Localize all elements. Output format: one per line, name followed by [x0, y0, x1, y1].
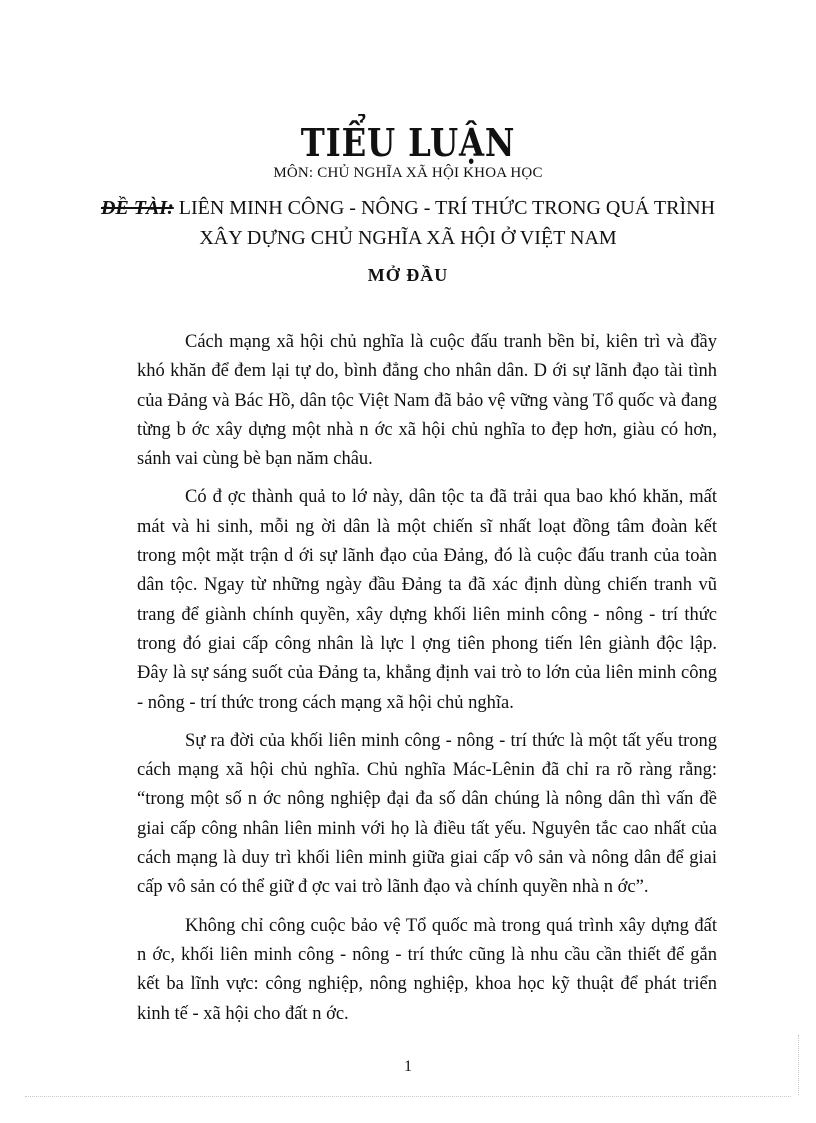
page-border-bottom: [25, 1096, 791, 1097]
topic-text-1: LIÊN MINH CÔNG - NÔNG - TRÍ THỨC TRONG QUÁ TRÌNH: [173, 197, 716, 219]
section-heading: MỞ ĐẦU: [367, 265, 449, 285]
topic-line-1: [0, 193, 816, 223]
paragraph-4: Không chỉ công cuộc bảo vệ Tổ quốc mà trong quá trình xây dựng đất n ớc, khối liên minh công - nông - trí thức cũng là nhu cầu cần thiết để gắn kết ba lĩnh vực: công nghiệp, nông nghiệp, khoa học kỹ thuật để phát triển kinh tế - xã hội cho đất n ớc.: [137, 915, 717, 1024]
paragraph-2: Có đ ợc thành quả to lớ này, dân tộc ta đã trải qua bao khó khăn, mất mát và hi sinh, mỗi ng ời dân là một chiến sĩ nhất loạt đồng tâm đoàn kết trong một mặt trận d ới sự lãnh đạo của Đảng, đó là cuộc đấu tranh của toàn dân tộc. Ngay từ những ngày đầu Đảng ta đã xác định dùng chiến tranh vũ trang để giành chính quyền, xây dựng khối liên minh công - nông - trí thức trong đó giai cấp công nhân là lực l ợng tiên phong tiến lên giành độc lập. Đây là sự sáng suốt của Đảng ta, khẳng định vai trò to lớn của liên minh công - nông - trí thức trong cách mạng xã hội chủ nghĩa.: [137, 487, 717, 713]
topic-block: [0, 193, 816, 253]
document-title: TIỂU LUẬN: [300, 120, 516, 165]
subject-line: MÔN: CHỦ NGHĨA XÃ HỘI KHOA HỌC: [273, 165, 543, 181]
topic-label: ĐỀ TÀI:: [100, 197, 174, 219]
body-text: [137, 328, 717, 1038]
page-border-right: [798, 1035, 799, 1095]
paragraph-1: Cách mạng xã hội chủ nghĩa là cuộc đấu tranh bền bỉ, kiên trì và đầy khó khăn để đem lại tự do, bình đẳng cho nhân dân. D ới sự lãnh đạo tài tình của Đảng và Bác Hồ, dân tộc Việt Nam đã bảo vệ vững vàng Tổ quốc và đang từng b ớc xây dựng một nhà n ớc xã hội chủ nghĩa to đẹp hơn, giàu có hơn, sánh vai cùng bè bạn năm châu.: [137, 332, 717, 470]
page-number: 1: [404, 1058, 412, 1075]
topic-text-2: XÂY DỰNG CHỦ NGHĨA XÃ HỘI Ở VIỆT NAM: [199, 227, 617, 249]
paragraph-3: Sự ra đời của khối liên minh công - nông - trí thức là một tất yếu trong cách mạng xã hội chủ nghĩa. Chủ nghĩa Mác-Lênin đã chỉ ra rõ ràng rằng: “trong một số n ớc nông nghiệp đại đa số dân chúng là nông dân thì vấn đề giai cấp công nhân liên minh với họ là điều tất yếu. Nguyên tắc cao nhất của cách mạng là duy trì khối liên minh giữa giai cấp vô sản và nông dân để giai cấp vô sản có thể giữ đ ợc vai trò lãnh đạo và chính quyền nhà n ớc”.: [137, 730, 717, 898]
